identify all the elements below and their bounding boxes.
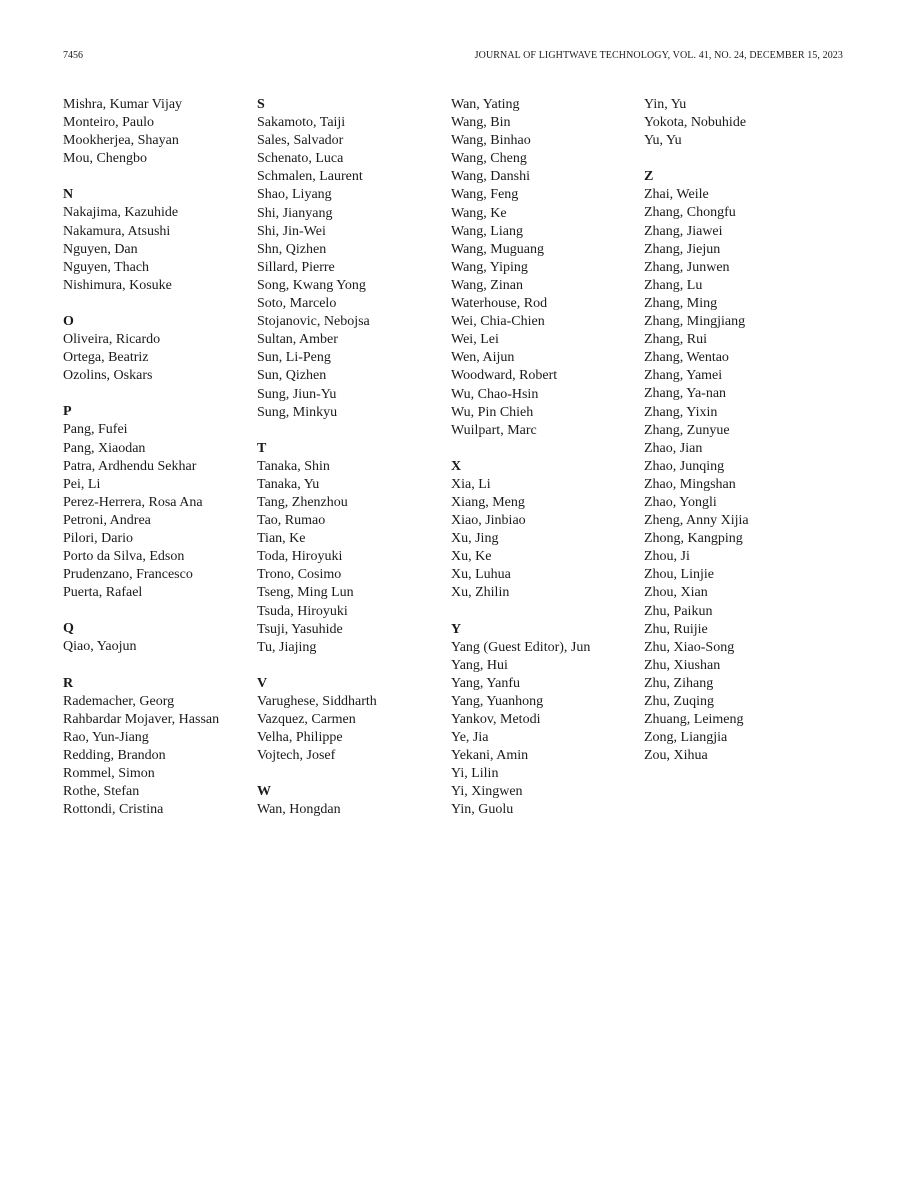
author-name: Yin, Yu xyxy=(644,97,687,112)
author-name: Vojtech, Josef xyxy=(257,748,336,764)
index-column-4 xyxy=(644,96,834,783)
author-name: Schmalen, Laurent xyxy=(257,169,363,185)
author-name: Prudenzano, Francesco xyxy=(63,567,193,583)
author-name: Wen, Aijun xyxy=(451,350,515,366)
letter-group xyxy=(63,620,253,656)
author-name: Zhang, Lu xyxy=(644,277,703,293)
author-name: Velha, Philippe xyxy=(257,730,343,746)
author-name: Zhang, Junwen xyxy=(644,259,730,275)
author-name: Yokota, Nobuhide xyxy=(644,115,747,131)
author-name: Zong, Liangjia xyxy=(644,730,728,746)
section-letter: W xyxy=(257,784,271,800)
author-name: Woodward, Robert xyxy=(451,368,558,384)
author-name: Wei, Lei xyxy=(451,332,499,348)
author-name: Zhao, Junqing xyxy=(644,458,725,474)
author-name: Rao, Yun-Jiang xyxy=(63,729,149,745)
author-name: Rademacher, Georg xyxy=(63,693,175,709)
author-name: Puerta, Rafael xyxy=(63,585,143,601)
section-letter: N xyxy=(63,187,74,203)
author-name: Zhang, Yamei xyxy=(644,368,723,384)
author-name: Yekani, Amin xyxy=(451,748,529,764)
author-name: Zhang, Ya-nan xyxy=(644,386,727,402)
author-name: Zhang, Rui xyxy=(644,332,707,348)
letter-group xyxy=(257,96,447,422)
author-name: Shi, Jianyang xyxy=(257,205,333,221)
author-name: Redding, Brandon xyxy=(63,747,166,763)
author-name: Yang, Yanfu xyxy=(451,675,520,691)
index-column-2 xyxy=(257,96,447,837)
author-name: Pang, Xiaodan xyxy=(63,440,146,456)
author-name: Zhu, Paikun xyxy=(644,603,713,619)
section-letter: V xyxy=(257,675,268,691)
author-name: Rottondi, Cristina xyxy=(63,802,164,818)
author-name: Wu, Pin Chieh xyxy=(451,404,534,420)
author-name: Wang, Feng xyxy=(451,187,519,203)
author-name: Xu, Zhilin xyxy=(451,585,510,601)
author-name: Yang, Hui xyxy=(451,657,508,673)
author-name: Wang, Zinan xyxy=(451,277,523,293)
author-name: Wuilpart, Marc xyxy=(451,422,537,438)
author-name: Porto da Silva, Edson xyxy=(63,549,185,565)
author-name: Wang, Ke xyxy=(451,205,507,221)
author-name: Yi, Lilin xyxy=(451,766,499,782)
author-name: Xu, Jing xyxy=(451,531,499,547)
author-name: Zhou, Ji xyxy=(644,549,690,565)
author-name: Wang, Danshi xyxy=(451,169,530,185)
author-name: Xiao, Jinbiao xyxy=(451,513,526,529)
author-name: Zhang, Ming xyxy=(644,295,718,311)
section-letter: T xyxy=(257,440,267,456)
author-name: Toda, Hiroyuki xyxy=(257,549,343,565)
running-header xyxy=(63,49,843,63)
letter-group xyxy=(257,440,447,657)
author-name: Sun, Qizhen xyxy=(257,368,327,384)
author-name: Perez-Herrera, Rosa Ana xyxy=(63,494,203,510)
letter-group xyxy=(63,186,253,295)
author-name: Wan, Yating xyxy=(451,97,520,112)
author-name: Patra, Ardhendu Sekhar xyxy=(63,458,197,474)
letter-group xyxy=(644,168,834,765)
author-name: Sun, Li-Peng xyxy=(257,350,331,366)
author-name: Varughese, Siddharth xyxy=(257,693,377,709)
author-name: Yang (Guest Editor), Jun xyxy=(451,639,591,655)
author-name: Nakajima, Kazuhide xyxy=(63,205,179,221)
author-name: Nakamura, Atsushi xyxy=(63,223,171,239)
author-name: Schenato, Luca xyxy=(257,151,344,167)
letter-group xyxy=(644,96,834,150)
author-name: Mookherjea, Shayan xyxy=(63,133,179,149)
author-name: Ye, Jia xyxy=(451,730,489,746)
author-name: Soto, Marcelo xyxy=(257,296,337,312)
author-name: Nguyen, Thach xyxy=(63,259,150,275)
author-name: Zhao, Yongli xyxy=(644,494,717,510)
author-name: Zhang, Chongfu xyxy=(644,205,736,221)
author-name: Mishra, Kumar Vijay xyxy=(63,97,183,112)
author-name: Zhang, Mingjiang xyxy=(644,314,746,330)
author-name: Rommel, Simon xyxy=(63,766,155,781)
author-name: Shn, Qizhen xyxy=(257,241,327,257)
author-name: Vazquez, Carmen xyxy=(257,712,356,727)
author-name: Wan, Hongdan xyxy=(257,802,341,818)
author-name: Xia, Li xyxy=(451,476,491,492)
author-name: Oliveira, Ricardo xyxy=(63,332,161,348)
author-name: Zhu, Xiao-Song xyxy=(644,639,735,655)
author-name: Wu, Chao-Hsin xyxy=(451,386,539,402)
author-name: Wang, Cheng xyxy=(451,151,527,167)
letter-group xyxy=(63,96,253,168)
author-name: Zou, Xihua xyxy=(644,748,708,764)
author-name: Zhu, Zihang xyxy=(644,675,714,691)
section-letter: Y xyxy=(451,621,462,637)
letter-group xyxy=(451,96,641,440)
index-column-1 xyxy=(63,96,253,837)
author-name: Tseng, Ming Lun xyxy=(257,585,354,601)
author-name: Zhang, Jiawei xyxy=(644,223,723,239)
author-name: Zhao, Mingshan xyxy=(644,476,736,492)
author-name: Shi, Jin-Wei xyxy=(257,223,326,239)
letter-group xyxy=(63,675,253,820)
author-name: Sakamoto, Taiji xyxy=(257,115,346,131)
author-name: Zheng, Anny Xijia xyxy=(644,513,749,529)
author-name: Zhang, Zunyue xyxy=(644,422,730,438)
author-name: Waterhouse, Rod xyxy=(451,296,548,312)
author-name: Zhu, Ruijie xyxy=(644,621,708,637)
author-name: Xiang, Meng xyxy=(451,494,525,510)
author-name: Xu, Luhua xyxy=(451,567,511,583)
author-name: Rothe, Stefan xyxy=(63,784,140,800)
author-name: Zhang, Wentao xyxy=(644,350,729,366)
letter-group xyxy=(63,313,253,385)
author-name: Wang, Bin xyxy=(451,115,511,131)
author-name: Zhang, Yixin xyxy=(644,404,718,420)
author-name: Rahbardar Mojaver, Hassan xyxy=(63,711,220,727)
author-name: Shao, Liyang xyxy=(257,187,332,203)
section-letter: Q xyxy=(63,621,74,637)
section-letter: O xyxy=(63,313,74,329)
author-name: Yi, Xingwen xyxy=(451,784,523,800)
author-name: Zhang, Jiejun xyxy=(644,241,721,257)
author-name: Sales, Salvador xyxy=(257,133,344,149)
author-name: Tang, Zhenzhou xyxy=(257,494,348,510)
letter-group xyxy=(451,621,641,820)
author-name: Song, Kwang Yong xyxy=(257,277,366,293)
section-letter: S xyxy=(257,97,265,112)
author-name: Ozolins, Oskars xyxy=(63,368,153,384)
author-name: Yankov, Metodi xyxy=(451,712,541,727)
author-name: Zhu, Zuqing xyxy=(644,694,714,709)
author-name: Pang, Fufei xyxy=(63,422,128,438)
author-name: Tsuda, Hiroyuki xyxy=(257,603,348,619)
author-name: Wei, Chia-Chien xyxy=(451,314,545,330)
author-name: Stojanovic, Nebojsa xyxy=(257,314,370,330)
author-name: Xu, Ke xyxy=(451,549,492,565)
author-name: Zhuang, Leimeng xyxy=(644,712,744,728)
author-name: Zhao, Jian xyxy=(644,440,703,456)
author-name: Tu, Jiajing xyxy=(257,639,317,655)
letter-group xyxy=(257,675,447,765)
author-name: Pei, Li xyxy=(63,476,101,492)
author-name: Zhai, Weile xyxy=(644,187,709,203)
author-name: Sillard, Pierre xyxy=(257,259,335,275)
author-name: Ortega, Beatriz xyxy=(63,350,149,366)
author-name: Tian, Ke xyxy=(257,531,306,547)
author-name: Nishimura, Kosuke xyxy=(63,277,172,293)
author-name: Zhu, Xiushan xyxy=(644,657,721,673)
author-name: Yin, Guolu xyxy=(451,802,514,818)
author-name: Tanaka, Yu xyxy=(257,476,320,492)
author-name: Tao, Rumao xyxy=(257,513,326,529)
author-name: Yu, Yu xyxy=(644,133,682,149)
author-name: Zhong, Kangping xyxy=(644,531,743,547)
author-name: Sultan, Amber xyxy=(257,332,338,348)
journal-citation: JOURNAL OF LIGHTWAVE TECHNOLOGY, VOL. 41, NO. 24, DECEMBER 15, 2023 xyxy=(474,50,843,61)
author-name: Wang, Liang xyxy=(451,223,523,239)
section-letter: P xyxy=(63,404,72,420)
author-name: Zhou, Xian xyxy=(644,585,708,601)
author-name: Nguyen, Dan xyxy=(63,241,138,257)
author-name: Wang, Yiping xyxy=(451,259,528,275)
section-letter: Z xyxy=(644,169,654,185)
author-name: Yang, Yuanhong xyxy=(451,693,544,709)
page-number: 7456 xyxy=(63,50,83,61)
author-name: Pilori, Dario xyxy=(63,530,133,546)
index-column-3 xyxy=(451,96,641,838)
section-letter: X xyxy=(451,458,462,474)
author-name: Zhou, Linjie xyxy=(644,567,714,583)
author-name: Petroni, Andrea xyxy=(63,512,151,528)
author-name: Wang, Muguang xyxy=(451,241,544,257)
letter-group xyxy=(257,783,447,819)
author-name: Trono, Cosimo xyxy=(257,567,342,583)
letter-group xyxy=(63,403,253,602)
author-name: Tanaka, Shin xyxy=(257,458,330,474)
author-name: Monteiro, Paulo xyxy=(63,115,154,131)
author-name: Sung, Minkyu xyxy=(257,404,338,420)
author-name: Qiao, Yaojun xyxy=(63,639,137,655)
letter-group xyxy=(451,458,641,603)
author-name: Wang, Binhao xyxy=(451,133,531,149)
author-name: Sung, Jiun-Yu xyxy=(257,386,337,402)
author-name: Tsuji, Yasuhide xyxy=(257,621,343,637)
author-name: Mou, Chengbo xyxy=(63,151,147,167)
section-letter: R xyxy=(63,675,74,691)
